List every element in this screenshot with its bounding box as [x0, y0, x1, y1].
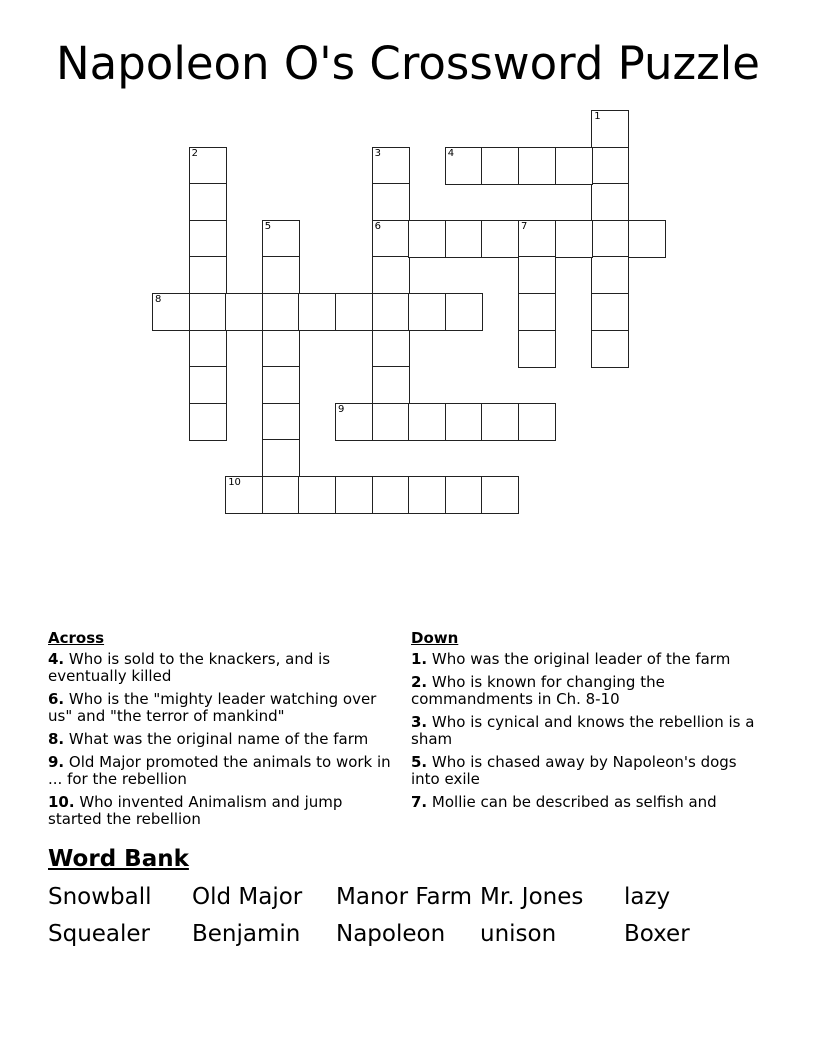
cell-number: 2: [191, 147, 198, 159]
clue-number: 5.: [411, 753, 428, 771]
grid-cell[interactable]: [591, 183, 629, 221]
grid-cell[interactable]: [372, 293, 410, 331]
word-bank-title: Word Bank: [48, 846, 189, 872]
clue-number: 3.: [411, 713, 428, 731]
grid-cell[interactable]: [189, 256, 227, 294]
grid-cell[interactable]: [262, 293, 300, 331]
grid-cell[interactable]: [372, 183, 410, 221]
grid-cell[interactable]: [445, 403, 483, 441]
grid-cell[interactable]: [591, 293, 629, 331]
cell-number: 1: [594, 111, 601, 122]
grid-cell[interactable]: [225, 476, 263, 514]
grid-cell[interactable]: [372, 476, 410, 514]
down-clue: [411, 714, 756, 748]
grid-cell[interactable]: [152, 293, 190, 331]
clue-number: 2.: [411, 673, 428, 691]
grid-cell[interactable]: [591, 110, 629, 148]
clue-text: Who is known for changing the commandments in Ch. 8-10: [411, 673, 665, 708]
grid-cell[interactable]: [335, 403, 373, 441]
across-heading: Across: [48, 629, 105, 647]
cell-number: 10: [228, 477, 241, 488]
grid-cell[interactable]: [518, 403, 556, 441]
grid-cell[interactable]: [518, 293, 556, 331]
clue-text: Who is chased away by Napoleon's dogs into exile: [411, 753, 737, 788]
grid-cell[interactable]: [591, 220, 629, 258]
down-clue: [411, 674, 756, 708]
grid-cell[interactable]: [189, 293, 227, 331]
grid-cell[interactable]: [262, 256, 300, 294]
grid-cell[interactable]: [262, 439, 300, 477]
word-bank-word: Benjamin: [192, 921, 301, 947]
grid-cell[interactable]: [518, 147, 556, 185]
grid-cell[interactable]: [372, 366, 410, 404]
grid-cell[interactable]: [408, 220, 446, 258]
clue-text: Who is cynical and knows the rebellion is a sham: [411, 713, 755, 748]
across-clue: [48, 731, 393, 748]
grid-cell[interactable]: [189, 403, 227, 441]
grid-cell[interactable]: [335, 293, 373, 331]
word-bank-word: Old Major: [192, 884, 303, 910]
cell-number: 4: [447, 147, 455, 159]
clue-text: Who invented Animalism and jump started the rebellion: [48, 793, 343, 828]
grid-cell[interactable]: [262, 330, 300, 368]
grid-cell[interactable]: [262, 403, 300, 441]
grid-cell[interactable]: [518, 330, 556, 368]
grid-cell[interactable]: [555, 220, 593, 258]
clue-text: Old Major promoted the animals to work in ... for the rebellion: [48, 753, 391, 788]
grid-cell[interactable]: [518, 256, 556, 294]
grid-cell[interactable]: [372, 330, 410, 368]
grid-cell[interactable]: [372, 220, 410, 258]
down-heading: Down: [411, 629, 459, 647]
cell-number: 6: [374, 220, 381, 232]
grid-cell[interactable]: [225, 293, 263, 331]
clue-text: Mollie can be described as selfish and: [427, 793, 717, 811]
word-bank-word: Napoleon: [336, 921, 446, 947]
clue-number: 1.: [411, 650, 428, 668]
clue-number: 8.: [48, 730, 65, 748]
across-clues: [48, 630, 393, 834]
word-bank-word: Manor Farm: [336, 884, 473, 910]
grid-cell[interactable]: [445, 220, 483, 258]
word-bank-word: unison: [480, 921, 557, 947]
grid-cell[interactable]: [298, 293, 336, 331]
grid-cell[interactable]: [189, 147, 227, 185]
across-clue: [48, 754, 393, 788]
word-bank-word: Snowball: [48, 884, 152, 910]
cell-number: 3: [374, 147, 381, 159]
word-bank-word: Mr. Jones: [480, 884, 584, 910]
across-clue: [48, 691, 393, 725]
clue-number: 9.: [48, 753, 65, 771]
grid-cell[interactable]: [591, 147, 629, 185]
grid-cell[interactable]: [262, 220, 300, 258]
grid-cell[interactable]: [481, 403, 519, 441]
grid-cell[interactable]: [189, 366, 227, 404]
grid-cell[interactable]: [372, 256, 410, 294]
clue-text: Who was the original leader of the farm: [427, 650, 731, 668]
grid-cell[interactable]: [335, 476, 373, 514]
word-bank-word: lazy: [624, 884, 671, 910]
grid-cell[interactable]: [481, 147, 519, 185]
grid-cell[interactable]: [408, 403, 446, 441]
grid-cell[interactable]: [445, 147, 483, 185]
clue-number: 10.: [48, 793, 75, 811]
grid-cell[interactable]: [445, 476, 483, 514]
grid-cell[interactable]: [591, 330, 629, 368]
down-clue-list: [411, 651, 756, 811]
grid-cell[interactable]: [481, 476, 519, 514]
grid-cell[interactable]: [372, 147, 410, 185]
across-clue: [48, 651, 393, 685]
cell-number: 5: [264, 220, 272, 232]
grid-cell[interactable]: [262, 476, 300, 514]
grid-cell[interactable]: [628, 220, 666, 258]
grid-cell[interactable]: [189, 220, 227, 258]
page-title: Napoleon O's Crossword Puzzle: [56, 37, 760, 90]
grid-cell[interactable]: [408, 476, 446, 514]
grid-cell[interactable]: [298, 476, 336, 514]
across-clue-list: [48, 651, 393, 828]
grid-cell[interactable]: [189, 183, 227, 221]
cell-number: 9: [338, 403, 345, 415]
cell-number: 8: [155, 294, 162, 305]
grid-cell[interactable]: [481, 220, 519, 258]
across-clue: [48, 794, 393, 828]
down-clues: [411, 630, 756, 817]
word-bank-word: Boxer: [624, 921, 690, 947]
grid-cell[interactable]: [189, 330, 227, 368]
cell-number: 7: [521, 220, 528, 232]
word-bank-word: Squealer: [48, 921, 151, 947]
clue-number: 7.: [411, 793, 428, 811]
down-clue: [411, 651, 756, 668]
grid-cell[interactable]: [262, 366, 300, 404]
clue-number: 6.: [48, 690, 65, 708]
grid-cell[interactable]: [408, 293, 446, 331]
clue-text: Who is sold to the knackers, and is eventually killed: [48, 650, 331, 685]
grid-cell[interactable]: [372, 403, 410, 441]
grid-cell[interactable]: [518, 220, 556, 258]
grid-cell[interactable]: [591, 256, 629, 294]
grid-cell[interactable]: [445, 293, 483, 331]
down-clue: [411, 754, 756, 788]
grid-cell[interactable]: [555, 147, 593, 185]
clue-number: 4.: [48, 650, 65, 668]
clue-text: What was the original name of the farm: [64, 730, 369, 748]
down-clue: [411, 794, 756, 811]
clue-text: Who is the "mighty leader watching over us" and "the terror of mankind": [48, 690, 377, 725]
